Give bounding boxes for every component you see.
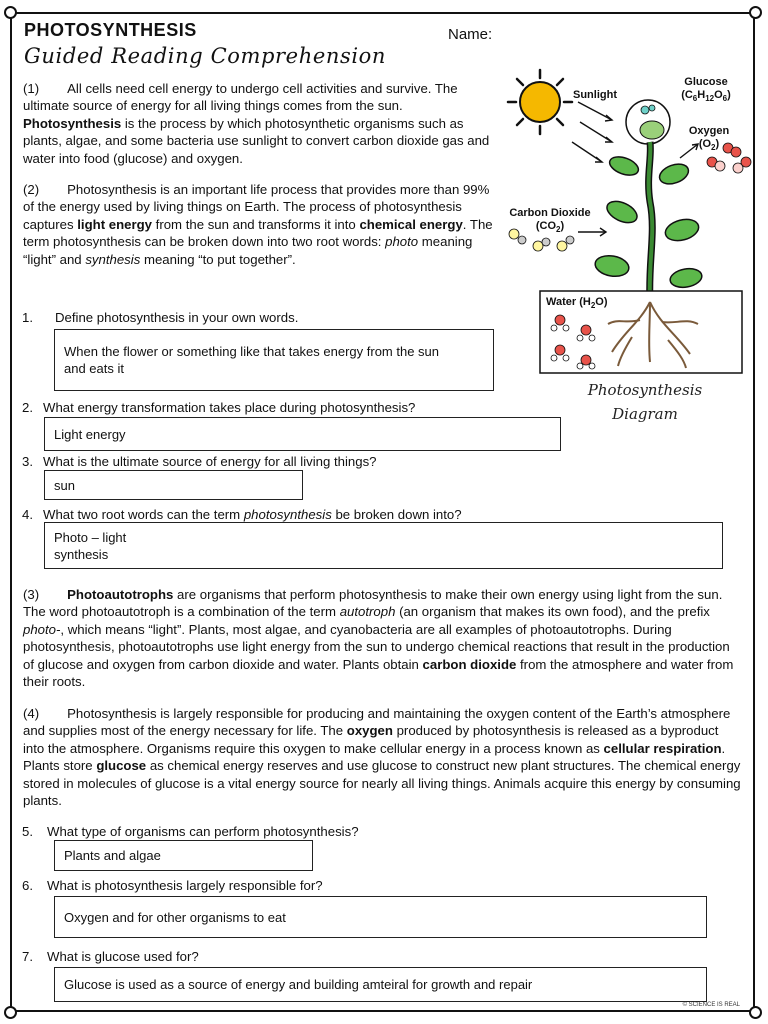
carbon-dioxide-text: Carbon Dioxide xyxy=(509,207,591,219)
term-cellular-respiration: cellular respiration xyxy=(603,740,722,756)
answer-box-7[interactable] xyxy=(54,967,707,1002)
paragraph-4 xyxy=(23,705,743,809)
answer-text: Glucose is used as a source of energy and building amteiral for growth and repair xyxy=(64,977,533,992)
question-text: Define photosynthesis in your own words. xyxy=(55,310,299,325)
paragraph-text: All cells need cell energy to undergo cell activities and survive. The ultimate source of energy for all living things comes from the sun. xyxy=(23,81,458,114)
answer-text: Oxygen and for other organisms to eat xyxy=(64,909,286,925)
diagram-caption-line-2: Diagram xyxy=(612,405,678,423)
leaf-closeup xyxy=(640,121,664,139)
paragraph-number: (2) xyxy=(23,182,40,197)
formula-sub: 2 xyxy=(556,225,561,235)
answer-text: Light energy xyxy=(54,426,126,442)
formula-sub: 12 xyxy=(705,94,715,104)
paragraph-text: from the sun and transforms it into xyxy=(152,216,360,232)
name-label: Name: xyxy=(448,26,493,43)
term-light-energy: light energy xyxy=(77,216,152,232)
glucose-text: Glucose xyxy=(684,76,728,88)
formula-part: O xyxy=(714,89,723,101)
question-number: 3. xyxy=(22,454,33,469)
formula-part: H xyxy=(697,89,706,101)
answer-box-6[interactable] xyxy=(54,896,707,938)
term-photosynthesis: Photosynthesis xyxy=(23,115,122,131)
formula-part: ) xyxy=(727,89,731,101)
formula-part: Water (H xyxy=(546,296,591,308)
question-3 xyxy=(22,454,377,469)
formula-sub: 2 xyxy=(590,301,596,311)
sunlight-label: Sunlight xyxy=(573,89,617,101)
term-glucose: glucose xyxy=(96,758,147,774)
paragraph-text: from the atmosphere and water from their roots. xyxy=(23,656,734,690)
paragraph-text: meaning “to put together”. xyxy=(140,251,296,267)
answer-text: Plants and algae xyxy=(64,848,161,863)
glucose-label xyxy=(676,76,736,105)
corner-ornament xyxy=(4,6,17,19)
formula-part: ) xyxy=(560,220,565,232)
sun-icon xyxy=(508,70,572,134)
question-text: be broken down into? xyxy=(331,507,462,522)
question-text: What is glucose used for? xyxy=(47,949,199,964)
question-6 xyxy=(22,878,323,893)
answer-text: sun xyxy=(54,477,75,493)
oxygen-label xyxy=(686,125,732,154)
corner-ornament xyxy=(749,6,762,19)
question-1 xyxy=(22,310,298,325)
carbon-dioxide-label xyxy=(504,207,596,236)
formula-part: (C xyxy=(681,89,693,101)
paragraph-text: (an organism that makes its own food), and the prefix xyxy=(395,604,710,620)
paragraph-2 xyxy=(23,181,493,268)
term-photo-prefix: photo- xyxy=(23,621,61,637)
formula-part: ) xyxy=(715,138,720,150)
paragraph-number: (4) xyxy=(23,706,40,721)
question-2 xyxy=(22,400,415,415)
question-text: What is the ultimate source of energy for all living things? xyxy=(43,454,377,469)
oxygen-text: Oxygen xyxy=(688,125,730,137)
paragraph-1 xyxy=(23,80,493,167)
copyright-footer: © SCIENCE IS REAL xyxy=(682,1002,740,1008)
term-photoautotrophs: Photoautotrophs xyxy=(67,587,174,602)
question-4 xyxy=(22,507,462,522)
formula-part: O) xyxy=(595,296,608,308)
corner-ornament xyxy=(749,1006,762,1019)
corner-ornament xyxy=(4,1006,17,1019)
formula-part: (CO xyxy=(535,220,557,232)
answer-box-1[interactable] xyxy=(54,329,494,391)
question-text: What energy transformation takes place during photosynthesis? xyxy=(43,400,416,415)
term-photo: photo xyxy=(385,234,419,250)
question-number: 5. xyxy=(22,824,33,839)
question-5 xyxy=(22,824,359,839)
paragraph-number: (3) xyxy=(23,587,40,602)
paragraph-number: (1) xyxy=(23,81,40,96)
question-7 xyxy=(22,949,199,964)
paragraph-text: produced by photosynthesis is released as a byproduct into the atmosphere. Organisms require this oxygen to make cellular energy in a process known as xyxy=(23,723,719,756)
question-text: What two root words can the term xyxy=(43,507,244,522)
question-number: 1. xyxy=(22,310,33,325)
water-label xyxy=(546,296,608,312)
question-number: 6. xyxy=(22,878,33,893)
answer-box-5[interactable] xyxy=(54,840,313,871)
question-text: What is photosynthesis largely responsible for? xyxy=(47,878,323,893)
answer-text: Photo – light synthesis xyxy=(54,529,127,562)
question-text-italic: photosynthesis xyxy=(243,507,332,522)
answer-text: When the flower or something like that takes energy from the sun and eats it xyxy=(64,344,440,376)
question-number: 7. xyxy=(22,949,33,964)
term-autotroph: autotroph xyxy=(339,604,396,620)
paragraph-text: are organisms that perform photosynthesis to make their own energy using light from the sun. The word photoautotroph is a combination of the term xyxy=(23,587,723,620)
answer-box-4[interactable] xyxy=(44,522,723,569)
term-synthesis: synthesis xyxy=(85,251,141,267)
page-subtitle: Guided Reading Comprehension xyxy=(24,44,387,68)
paragraph-text: . Plants store xyxy=(23,740,726,774)
term-carbon-dioxide: carbon dioxide xyxy=(422,656,517,672)
paragraph-text: as chemical energy reserves and use glucose to construct new plant structures. The chemical energy stored in molecules of glucose is a vital energy source for nearly all living things. Animals acquire this energy by consuming plants. xyxy=(23,758,741,809)
paragraph-text: , which means “light”. Plants, most algae, and cyanobacteria are all examples of photoautotrophs. During photosynthesis, photoautotrophs use light energy from the sun to undergo chemical reactions that result in the production of glucose and oxygen from carbon dioxide and water. Plants obtain xyxy=(23,621,730,672)
sunlight-arrows xyxy=(572,102,612,162)
formula-sub: 6 xyxy=(722,94,728,104)
question-number: 2. xyxy=(22,400,33,415)
question-number: 4. xyxy=(22,507,33,522)
paragraph-text: is the process by which photosynthetic organisms such as plants, algae, and some bacteria use sunlight to convert carbon dioxide gas and water into food (glucose) and oxygen. xyxy=(23,115,490,166)
formula-sub: 2 xyxy=(711,143,716,153)
formula-part: (O xyxy=(698,138,712,150)
paragraph-text: Photosynthesis is an important life process that provides more than 99% of the energy used by living things on Earth. The process of photosynthesis captures xyxy=(23,182,490,232)
answer-box-3[interactable] xyxy=(44,470,303,500)
diagram-caption xyxy=(570,378,720,426)
question-text: What type of organisms can perform photosynthesis? xyxy=(47,824,359,839)
term-chemical-energy: chemical energy xyxy=(359,216,463,232)
paragraph-text: Photosynthesis is largely responsible for producing and maintaining the oxygen content of the Earth’s atmosphere and supplies most of the energy necessary for life. The xyxy=(23,706,731,739)
term-oxygen: oxygen xyxy=(346,723,393,739)
answer-box-2[interactable] xyxy=(44,417,561,451)
paragraph-text: . The term photosynthesis can be broken down into two root words: xyxy=(23,216,493,250)
page-title: PHOTOSYNTHESIS xyxy=(24,20,197,40)
diagram-caption-line-1: Photosynthesis xyxy=(587,381,703,399)
formula-sub: 6 xyxy=(692,94,698,104)
paragraph-text: meaning “light” and xyxy=(23,234,473,267)
paragraph-3 xyxy=(23,586,741,690)
